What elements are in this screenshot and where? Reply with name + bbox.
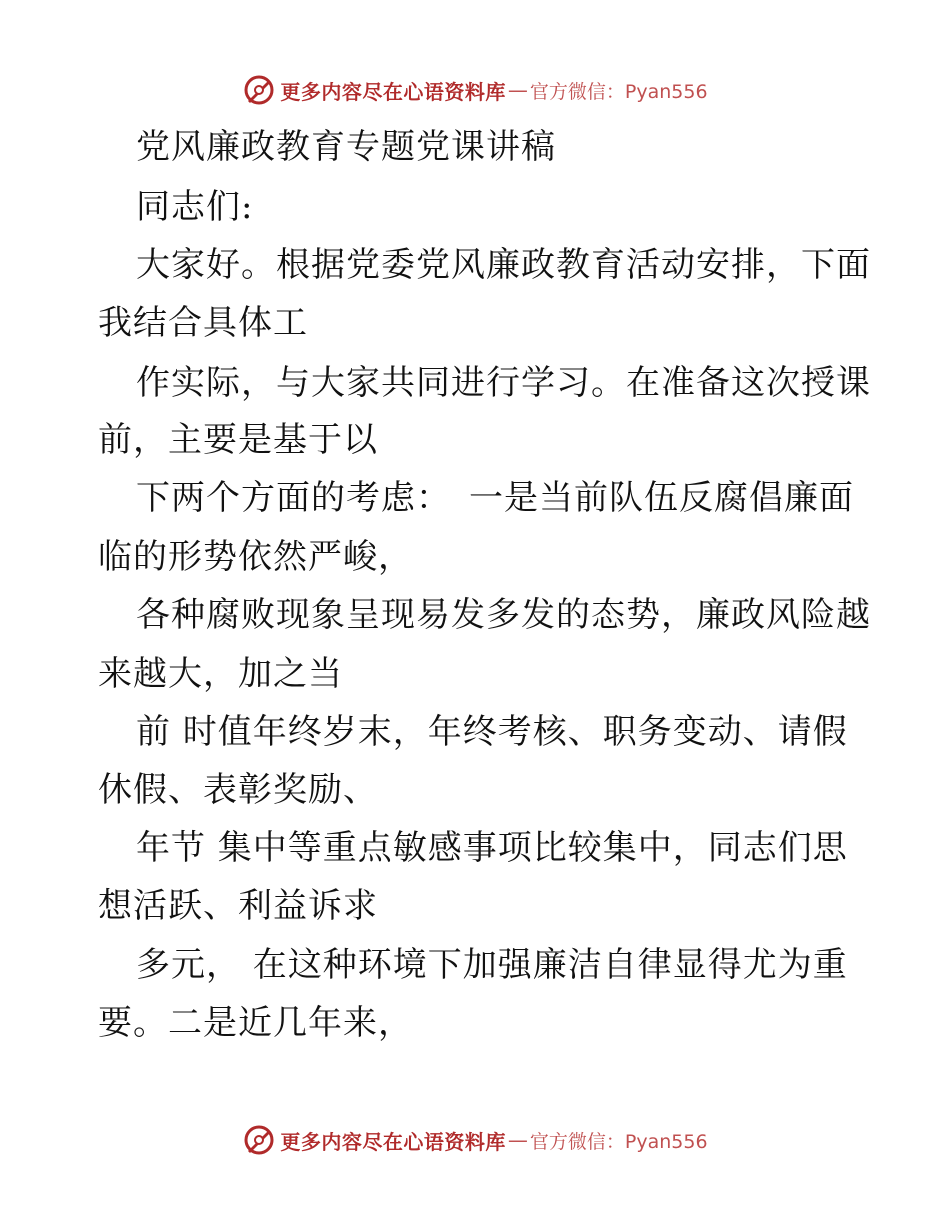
text-line: 前 时值年终岁末，年终考核、职务变动、请假 xyxy=(136,712,848,752)
pen-in-circle-logo-icon xyxy=(242,73,276,107)
text-line: 各种腐败现象呈现易发多发的态势，廉政风险越 xyxy=(136,595,871,635)
text-line: 多元， 在这种环境下加强廉洁自律显得尤为重 xyxy=(136,945,848,985)
document-title: 党风廉政教育专题党课讲稿 xyxy=(136,127,556,167)
watermark-separator: — xyxy=(507,78,528,102)
text-line: 下两个方面的考虑： 一是当前队伍反腐倡廉面 xyxy=(136,478,854,518)
watermark-site-text: 更多内容尽在心语资料库 xyxy=(280,79,506,104)
text-line: 临的形势依然严峻， xyxy=(98,537,413,577)
text-line: 作实际，与大家共同进行学习。在准备这次授课 xyxy=(136,363,871,403)
watermark-banner-bottom xyxy=(0,1118,950,1162)
text-line: 想活跃、利益诉求 xyxy=(98,886,378,926)
watermark-wechat-text: 官方微信：Pyan556 xyxy=(529,1130,708,1153)
text-line: 年节 集中等重点敏感事项比较集中，同志们思 xyxy=(136,828,848,868)
text-line: 休假、表彰奖励、 xyxy=(98,770,378,810)
pen-in-circle-logo-icon xyxy=(242,1123,276,1157)
watermark-separator: — xyxy=(507,1128,528,1152)
text-line: 来越大，加之当 xyxy=(98,654,343,694)
text-line: 同志们: xyxy=(136,187,254,227)
text-line: 我结合具体工 xyxy=(98,303,308,343)
watermark-site-text: 更多内容尽在心语资料库 xyxy=(280,1129,506,1154)
text-line: 大家好。根据党委党风廉政教育活动安排，下面 xyxy=(136,245,871,285)
text-line: 前，主要是基于以 xyxy=(98,420,378,460)
text-line: 要。二是近几年来， xyxy=(98,1003,413,1043)
watermark-wechat-text: 官方微信：Pyan556 xyxy=(529,80,708,103)
watermark-banner-top xyxy=(0,68,950,112)
